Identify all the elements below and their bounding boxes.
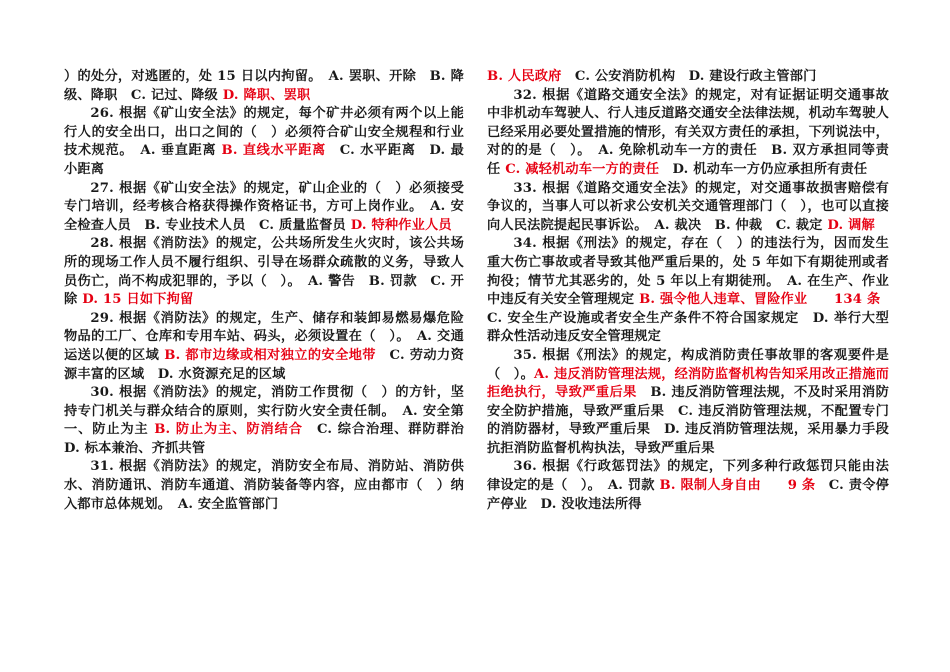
- answer-text: D. 15 日如下拘留: [82, 292, 194, 308]
- right-column: [487, 68, 894, 514]
- question-text: 31. 根据《消防法》的规定，消防安全布局、消防站、消防供水、消防通讯、消防车通道、消防装备等内容，应由都市（ ）纳入都市总体规划。 A. 安全监管部门: [64, 459, 464, 512]
- question-q25-tail: [64, 68, 464, 105]
- left-column: [64, 68, 478, 514]
- question-text: 29. 根据《消防法》的规定，生产、储存和装卸易燃易爆危险物品的工厂、仓库和专用车站、码头，必须设置在（ ）。 A. 交通运送以便的区域: [64, 310, 464, 363]
- question-q30: [64, 384, 478, 458]
- question-text: 33. 根据《道路交通安全法》的规定，对交通事故损害赔偿有争议的，当事人可以祈求公安机关交通管理部门（ ），也可以直接向人民法院提起民事诉讼。 A. 裁决 B. 仲裁 C. 裁定: [487, 180, 889, 233]
- question-text: C. 责令停产停业 D. 没收违法所得: [487, 478, 889, 512]
- question-text: 28. 根据《消防法》的规定，公共场所发生火灾时，该公共场所的现场工作人员不履行组织、引导在场群众疏散的义务，导致人员伤亡，尚不构成犯罪的，予以（ ）。 A. 警告 B. 罚款 C. 开除: [64, 236, 464, 308]
- question-text: 34. 根据《刑法》的规定，存在（ ）的违法行为，因而发生重大伤亡事故或者导致其他严重后果的，处 5 年如下有期徒刑或者拘役；情节尤其恶劣的，处 5 年以上有期徒刑。 A. 在生产、作业中违反有关安全管理规定: [487, 236, 889, 308]
- answer-text: B. 人民政府: [487, 69, 562, 84]
- answer-text: C. 减轻机动车一方的责任: [505, 161, 660, 177]
- question-q33: [487, 180, 889, 236]
- question-q34: [487, 235, 894, 347]
- question-text: B. 违反消防管理法规，不及时采用消防安全防护措施，导致严重后果 C. 违反消防管理法规，不配置专门的消防器材，导致严重后果 D. 违反消防管理法规，采用暴力手段抗拒消防监督机构执法，导致严重后果: [487, 385, 890, 456]
- question-q27: [64, 180, 464, 236]
- question-text: C. 安全生产设施或者安全生产条件不符合国家规定 D. 举行大型群众性活动违反安全管理规定: [487, 292, 894, 345]
- question-q31-tail: [487, 68, 889, 87]
- answer-text: B. 直线水平距离: [221, 143, 326, 159]
- question-text: 32. 根据《道路交通安全法》的规定，对有证据证明交通事故中非机动车驾驶人、行人违反道路交通安全法律法规，机动车驾驶人已经采用必要处置措施的情形，有关双方责任的承担，下列说法中，对的的是（ ）。 A. 免除机动车一方的责任 B. 双方承担同等责任: [487, 87, 889, 177]
- question-q26: [64, 105, 464, 179]
- question-text: ）的处分，对逃匿的，处 15 日以内拘留。 A. 罢职、开除 B. 降级、降职 C. 记过、降级: [64, 69, 464, 103]
- question-text: 26. 根据《矿山安全法》的规定，每个矿井必须有两个以上能行人的安全出口，出口之间的（ ）必须符合矿山安全规程和行业技术规范。 A. 垂直距离: [64, 106, 464, 159]
- question-q31: [64, 458, 464, 514]
- question-q28: [64, 235, 464, 309]
- question-text: C. 水平距离 D. 最小距离: [64, 143, 464, 177]
- answer-text: D. 调解: [827, 217, 875, 233]
- answer-text: B. 防止为主、防消结合: [154, 422, 303, 438]
- answer-text: D. 降职、罢职: [222, 87, 311, 103]
- question-q32: [487, 87, 889, 180]
- answer-text: B. 强令他人违章、冒险作业 134 条: [639, 292, 881, 308]
- answer-text: D. 特种作业人员: [350, 217, 452, 233]
- question-text: 35. 根据《刑法》的规定，构成消防责任事故罪的客观要件是（ ）。: [487, 347, 889, 382]
- question-text: C. 综合治理、群防群治 D. 标本兼治、齐抓共管: [64, 422, 478, 456]
- question-text: D. 机动车一方仍应承担所有责任: [659, 161, 868, 177]
- answer-text: B. 限制人身自由 9 条: [659, 478, 816, 494]
- question-text: 27. 根据《矿山安全法》的规定，矿山企业的（ ）必须接受专门培训，经考核合格获得操作资格证书，方可上岗作业。 A. 安全检查人员 B. 专业技术人员 C. 质量监督员: [64, 180, 464, 233]
- answer-text: A. 违反消防管理法规，经消防监督机构告知采用改正措施而拒绝执行，导致严重后果: [487, 366, 889, 401]
- question-text: C. 公安消防机构 D. 建设行政主管部门: [561, 69, 817, 84]
- question-text: 36. 根据《行政惩罚法》的规定，下列多种行政惩罚只能由法律设定的是（ ）。 A. 罚款: [487, 459, 889, 494]
- question-q29: [64, 310, 464, 384]
- question-text: 30. 根据《消防法》的规定，消防工作贯彻（ ）的方针，坚持专门机关与群众结合的原则，实行防火安全责任制。 A. 安全第一、防止为主: [64, 385, 464, 438]
- answer-text: B. 都市边缘或相对独立的安全地带: [164, 347, 376, 363]
- question-text: C. 劳动力资源丰富的区域 D. 水资源充足的区域: [64, 347, 465, 382]
- question-q36: [487, 458, 889, 514]
- question-q35: [487, 347, 889, 459]
